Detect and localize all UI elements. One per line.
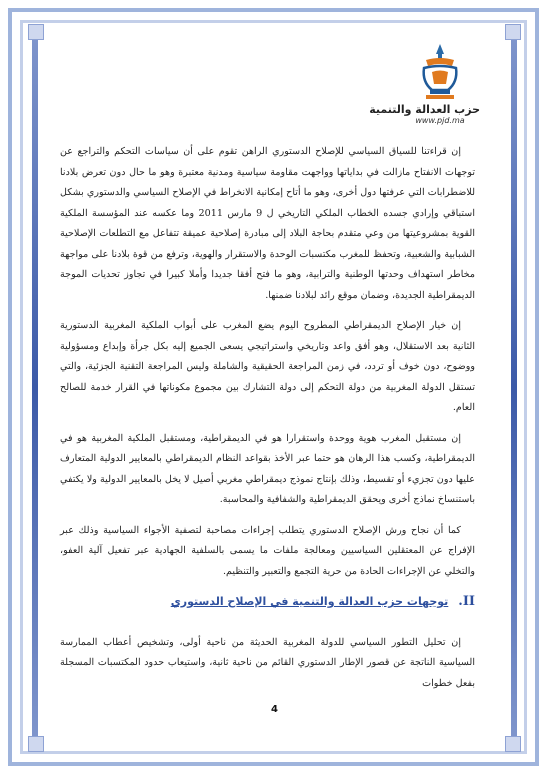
paragraph: إن تحليل التطور السياسي للدولة المغربية الحديثة من ناحية أولى، وتشخيص أعطاب الممارسة السياسية الناتجة عن قصور الإطار الدستوري القائم من ناحية ثانية، واستيعاب حدود المكتسبات المسجلة بفعل خطوات	[60, 636, 475, 689]
corner-ornament	[505, 736, 521, 752]
party-name: حزب العدالة والتنمية	[369, 103, 480, 116]
right-decorative-column	[511, 34, 517, 740]
corner-ornament	[505, 24, 521, 40]
page-number: 4	[271, 704, 278, 715]
section-number: II.	[458, 594, 475, 609]
party-website: www.pjd.ma	[415, 116, 465, 125]
section-title: توجهات حزب العدالة والتنمية في الإصلاح الدستوري	[170, 595, 449, 608]
paragraph: إن خيار الإصلاح الديمقراطي المطروح اليوم يضع المغرب على أبواب الملكية المغربية الدستورية الثانية بعد الاستقلال، وهو أفق واعد وتاريخي واستراتيجي يسعى الجميع إليه بكل جرأة وإبداع ومسؤولية ووضوح، دون خوف أو تردد، في زمن المراجعة الحقيقية والشاملة وليس المراجعة التقنية الجزئية، والتي تستقل الدولة المغربية من دولة التحكم إلى دولة التشارك بين مجموع مكوناتها في القرار خدمة للصالح العام.	[60, 320, 475, 413]
paragraph: كما أن نجاح ورش الإصلاح الدستوري يتطلب إجراءات مصاحبة لتصفية الأجواء السياسية وذلك عبر الإفراج عن المعتقلين السياسيين ومعالجة ملفات ما يسمى بالسلفية الجهادية عبر تفعيل آلية العفو، والتخلي عن الإجراءات الحادة من حرية التجمع والتعبير والتنظيم.	[60, 524, 475, 577]
party-logo	[369, 42, 480, 132]
document-body	[60, 142, 475, 704]
lamp-icon	[412, 42, 468, 102]
paragraph: إن مستقبل المغرب هوية ووحدة واستقرارا هو في الديمقراطية، ومستقبل الملكية المغربية هو في الديمقراطية، وكسب هذا الرهان هو حتما عبر الأخذ بقواعد النظام الديمقراطي بالمعايير الدولية المتعارف عليها دون تجزيء أو تقسيط، وذلك بإنتاج نموذج ديمقراطي مغربي أصيل لا يخل بالمعايير الدولية ولا يكتفي باستنساخ نماذج أخرى ويحقق الديمقراطية والشفافية والمحاسبة.	[60, 432, 475, 505]
corner-ornament	[28, 736, 44, 752]
left-decorative-column	[32, 34, 38, 740]
paragraph: إن قراءتنا للسياق السياسي للإصلاح الدستوري الراهن تقوم على أن سياسات التحكم والتراجع عن توجهات الانفتاح مازالت في بداياتها وواجهت مقاومة سياسية ومدنية معتبرة وهو ما حال دون تعرض بلادنا للاضطرابات التي عرفتها دول أخرى، وهو ما أتاح إمكانية الانخراط في الإصلاح السياسي والدستوري بشكل استباقي وإرادي جسده الخطاب الملكي التاريخي ل 9 مارس 2011 وما عكسه عند المؤسسة الملكية القوية بمشروعيتها من وعي متقدم بحاجة البلاد إلى مبادرة إصلاحية عميقة تتفاعل مع التطلعات الإصلاحية الشبابية والشعبية، وتحفظ للمغرب مكتسبات الوحدة والاستقرار والهوية، وترفع من قوة بلادنا على مواجهة مخاطر استهداف وحدتها الوطنية والترابية، وهو ما فتح أفقا جديدا وأملا كبيرا في تجاوز تحديات الموجة الديمقراطية الجديدة، وضمان موقع رائد لبلادنا ضمنها.	[60, 146, 475, 301]
section-heading	[60, 592, 475, 613]
corner-ornament	[28, 24, 44, 40]
